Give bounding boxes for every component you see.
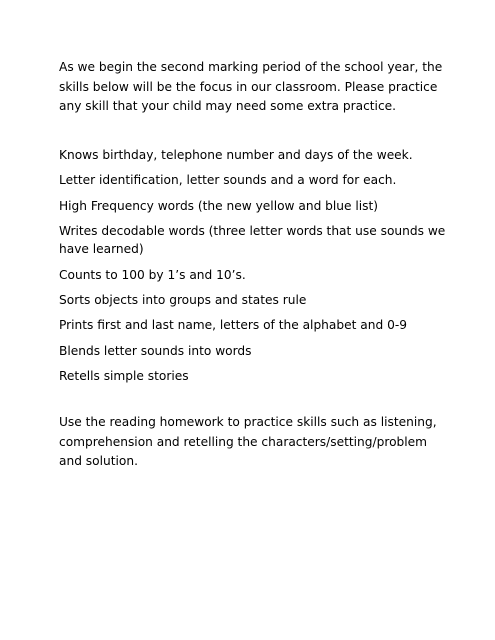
skill-item: Knows birthday, telephone number and days of the week. <box>59 148 413 162</box>
skills-list <box>59 146 449 393</box>
skill-item: Retells simple stories <box>59 369 189 384</box>
skill-item: High Frequency words (the new yellow and blue list) <box>59 198 379 213</box>
skill-item: Blends letter sounds into words <box>59 343 252 358</box>
skill-item: Counts to 100 by 1’s and 10’s. <box>59 267 246 282</box>
intro-paragraph: As we begin the second marking period of the school year, the skills below will be the focus in our classroom. Please practice any skill that your child may need some extra practice. <box>59 60 443 114</box>
skill-item: Writes decodable words (three letter words that use sounds we have learned) <box>59 224 446 257</box>
skill-item: Letter identification, letter sounds and a word for each. <box>59 173 397 188</box>
skill-item: Prints first and last name, letters of the alphabet and 0-9 <box>59 318 407 333</box>
skill-item: Sorts objects into groups and states rule <box>59 292 307 307</box>
closing-paragraph: Use the reading homework to practice skills such as listening, comprehension and retelling the characters/setting/problem and solution. <box>59 415 437 469</box>
